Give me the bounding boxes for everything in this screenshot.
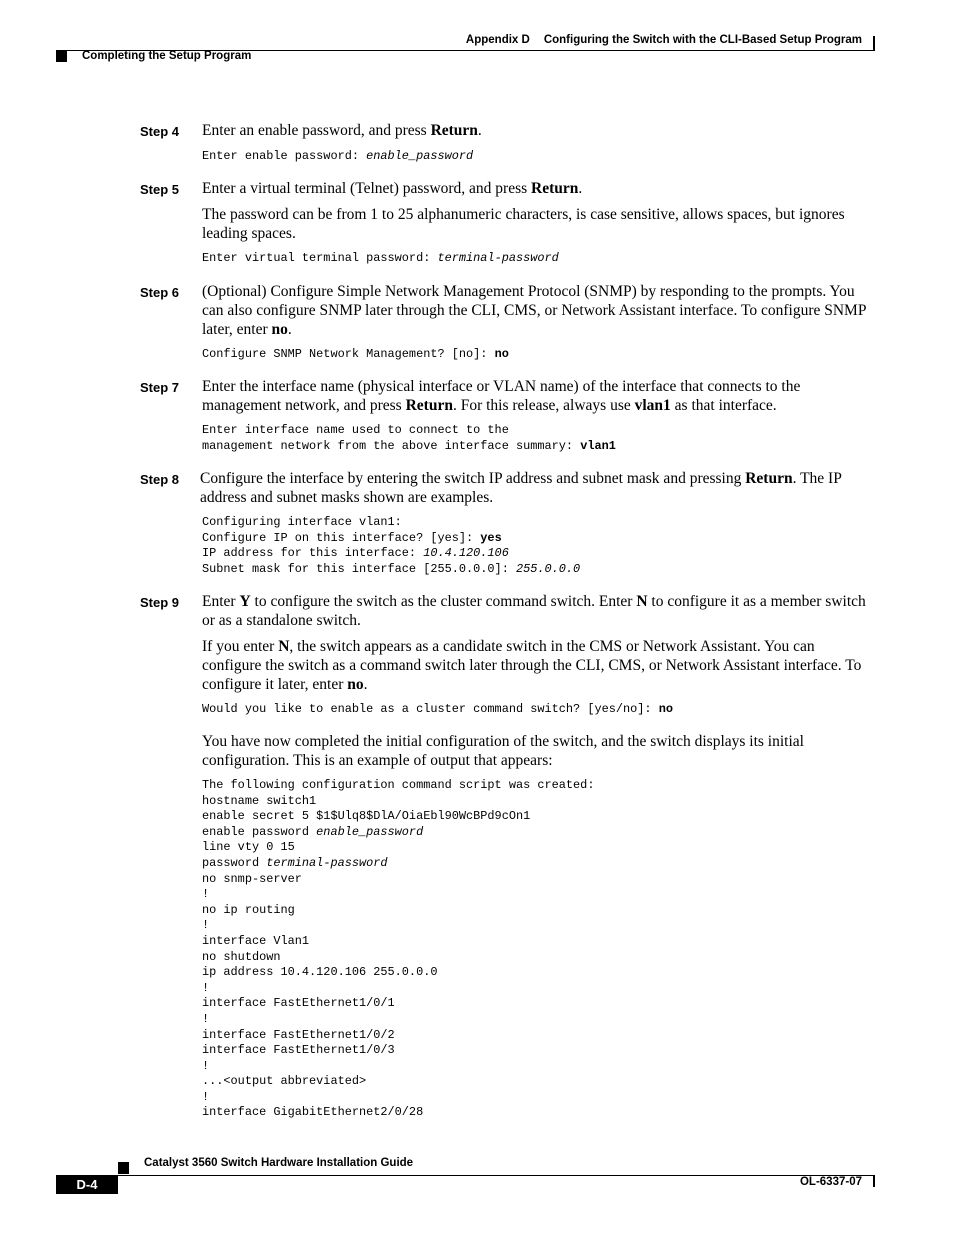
step-4-text: Enter an enable password, and press Return. xyxy=(202,122,482,139)
step-7-prompt: Enter interface name used to connect to the management network from the above interface summary: vlan1 xyxy=(202,423,616,453)
step-8-prompts: Configuring interface vlan1: Configure IP on this interface? [yes]: yes IP address for this interface: 10.4.120.106 Subnet mask for this interface [255.0.0.0]: 255.0.0.0 xyxy=(202,515,581,576)
footer-marker xyxy=(118,1162,129,1174)
step-5-label: Step 5 xyxy=(140,182,180,197)
config-output-listing: The following configuration command script was created: hostname switch1 enable secret 5 $1$Ulq8$DlA/OiaEbl90WcBPd9cOn1 enable password enable_password line vty 0 15 password terminal-password no snmp-server ! no ip routing ! interface Vlan1 no shutdown ip address 10.4.120.106 255.0.0.0 ! interface FastEthernet1/0/1 ! interface FastEthernet1/0/2 interface FastEthernet1/0/3 ! ...<output abbreviated> ! interface GigabitEthernet2/0/28 xyxy=(202,778,595,1120)
appendix-label: Appendix D xyxy=(465,34,530,46)
footer-tick-mark xyxy=(873,1175,875,1187)
guide-title: Catalyst 3560 Switch Hardware Installation Guide xyxy=(144,1157,414,1169)
step-8-label: Step 8 xyxy=(140,472,180,487)
chapter-title: Configuring the Switch with the CLI-Based Setup Program xyxy=(543,34,862,46)
step-6-prompt: Configure SNMP Network Management? [no]: no xyxy=(202,347,509,361)
section-title: Completing the Setup Program xyxy=(82,50,252,62)
document-number: OL-6337-07 xyxy=(799,1176,862,1188)
step-4-label: Step 4 xyxy=(140,124,180,139)
step-9-label: Step 9 xyxy=(140,595,180,610)
header-marker xyxy=(56,51,67,62)
step-8-text: Configure the interface by entering the switch IP address and subnet mask and pressing Return. The IP address and subnet masks shown are examples. xyxy=(200,470,842,506)
step-5-prompt: Enter virtual terminal password: terminal-password xyxy=(202,251,559,265)
page-number: D-4 xyxy=(56,1175,118,1194)
step-9-prompt: Would you like to enable as a cluster command switch? [yes/no]: no xyxy=(202,702,673,716)
step-6-label: Step 6 xyxy=(140,285,180,300)
step-5-note: The password can be from 1 to 25 alphanumeric characters, is case sensitive, allows spaces, but ignores leading spaces. xyxy=(202,206,845,242)
step-9-text: Enter Y to configure the switch as the cluster command switch. Enter N to configure it as a member switch or as a standalone switch. xyxy=(202,593,866,629)
step-5-text: Enter a virtual terminal (Telnet) password, and press Return. xyxy=(202,180,583,197)
completion-paragraph: You have now completed the initial configuration of the switch, and the switch displays its initial configuration. This is an example of output that appears: xyxy=(202,733,804,769)
footer-rule xyxy=(56,1175,875,1176)
step-6-text: (Optional) Configure Simple Network Management Protocol (SNMP) by responding to the prompts. You can also configure SNMP later through the CLI, CMS, or Network Assistant interface. To configure SNMP later, enter no. xyxy=(202,283,866,338)
step-7-text: Enter the interface name (physical interface or VLAN name) of the interface that connects to the management network, and press Return. For this release, always use vlan1 as that interface. xyxy=(202,378,801,414)
step-9-detail: If you enter N, the switch appears as a candidate switch in the CMS or Network Assistant. You can configure the switch as a command switch later through the CLI, CMS, or Network Assistant interface. To configure it later, enter no. xyxy=(202,638,862,693)
step-4-prompt: Enter enable password: enable_password xyxy=(202,149,474,163)
step-7-label: Step 7 xyxy=(140,380,180,395)
running-header xyxy=(466,34,862,46)
header-tick-mark xyxy=(873,36,875,50)
